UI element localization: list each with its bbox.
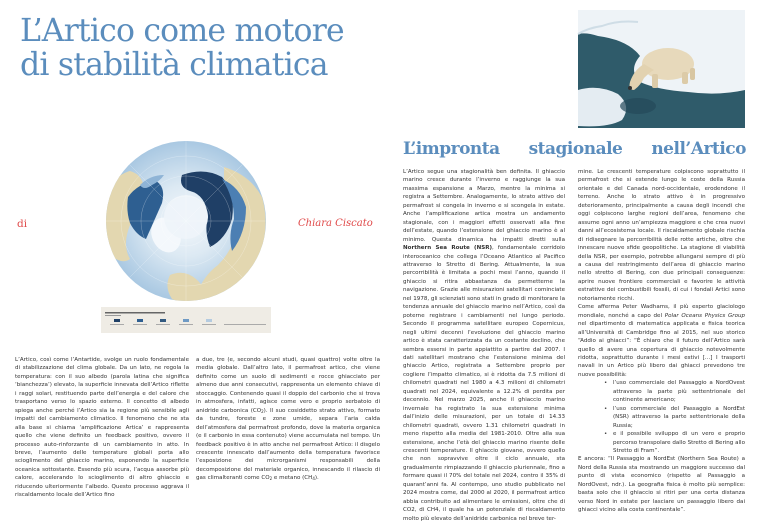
- text-run: Come afferma Peter Wadhams, il più esperto glaciologo mondiale, nonché a capo del: [578, 304, 745, 319]
- subscript: 2: [261, 408, 264, 414]
- text-run: ).: [314, 475, 319, 482]
- body-column-3: [403, 168, 565, 523]
- article-title: [20, 14, 390, 82]
- title-line-1: L’Artico come motore: [20, 13, 344, 49]
- permafrost-map: [100, 135, 272, 335]
- body-column-1: [15, 356, 189, 500]
- map-legend: [101, 307, 271, 333]
- body-column-4: [578, 168, 745, 515]
- section-heading: [403, 138, 746, 160]
- list-item: • l’uso commerciale del Passaggio a NordOvest attraverso la parte più settentrionale del continente americano;: [604, 379, 745, 404]
- section-heading-word-3: nell’Artico: [651, 139, 746, 159]
- list-item: • e il possibile sviluppo di un vero e proprio percorso transpolare dallo Stretto di Bering allo Stretto di Fram”.: [604, 430, 745, 455]
- text-run: a due, tre (e, secondo alcuni studi, quasi quattro) volte oltre la media globale. Dall’altro lato, il permafrost artico, che viene definito come un suolo di sedimenti e rocce ghiacciato per almeno due anni consecutivi, rappresenta un elemento chiave di stoccaggio. Contenendo quasi il doppio del carbonio che si trova in atmosfera, infatti, agisce come vero e proprio serbatoio di anidride carbonica (CO: [196, 357, 380, 414]
- map-graticule: [106, 141, 266, 301]
- legend-swatch-sporadic: [160, 319, 166, 322]
- title-line-2: di stabilità climatica: [20, 47, 328, 83]
- text-run: ). Il suo cosiddetto strato attivo, formato da tundre, foreste e zone umide, separa l’aria calda dell’atmosfera dal permafrost profondo, dove la materia organica (e il carbonio in essa contenuto) viene accumulata nel tempo. Un feedback positivo è in atto anche nel permafrost Artico: il disgelo crescente innescato dall’aumento della temperatura favorisce l’esposizione dei microrganismi responsabili della decomposizione del materiale organico, innescando il rilascio di gas climalteranti come CO: [196, 407, 381, 482]
- nsr-term: Northern Sea Route (NSR): [403, 245, 493, 252]
- body-column-2: [196, 356, 380, 483]
- list-item: • l’uso commerciale del Passaggio a NordEst (NSR) attraverso la parte settentrionale della Russia;: [604, 405, 745, 430]
- body-paragraph: L’Artico, così come l’Antartide, svolge un ruolo fondamentale di stabilizzazione del clima globale. Da un lato, ne regola la temperatura: con il suo albedo (parola latina che significa ‘bianchezza’) elevato, la superficie innevata dell’Artico riflette i raggi solari, restituendo parte dell’energia e del calore che trasportano verso lo spazio esterno. Il concetto di albedo spiega anche perché l’Artico sia la regione più sensibile agli impatti del cambiamento climatico. Il fenomeno che ne sta alla base si chiama ‘amplificazione Artica’ e rappresenta quello che viene definito un feedback positivo, ovvero il processo auto-rinforzante di un cambiamento in atto. In breve, l’aumento delle temperature globali porta allo scioglimento del ghiaccio marino, esponendo la superficie oceanica sottostante. Essendo più scura, l’acqua assorbe più calore, accelerando lo scioglimento di altro ghiaccio e riducendo ulteriormente l’albedo. Questo processo aggrava il riscaldamento locale dell’Artico fino: [15, 357, 189, 499]
- body-paragraph: [196, 356, 380, 483]
- text-run: L’Artico segue una stagionalità ben definita. Il ghiaccio marino cresce durante l’inverno e raggiunge la sua massima espansione a Marzo, mentre la minima si registra a Settembre. Analogamente, lo strato attivo del permafrost si congela in inverno e si scongela in estate. Anche l’amplificazione artica mostra un andamento stagionale, con i maggiori effetti osservati alla fine dell’estate, quando l’estensione del ghiaccio marino è al minimo. Questa dinamica ha impatti diretti sulla: [403, 169, 565, 243]
- legend-swatch-subsea: [206, 319, 212, 322]
- body-paragraph: [403, 168, 565, 523]
- polar-bear-photo: [578, 10, 745, 128]
- possibilities-list: [604, 379, 745, 455]
- subscript: 4: [312, 476, 315, 482]
- legend-swatch-continuous: [114, 319, 120, 322]
- byline-author: Chiara Ciscato: [298, 218, 373, 229]
- group-name: Polar Oceans Physics Group: [664, 312, 746, 319]
- legend-swatch-discontinuous: [137, 319, 143, 322]
- subscript: 2: [269, 476, 273, 482]
- text-run: e metano (CH: [272, 475, 313, 482]
- body-paragraph: [578, 303, 745, 379]
- text-run: nel dipartimento di matematica applicata e fisica teorica all’Università di Cambridge fino al 2015, nel suo storico “Addio ai ghiacci”: “È chiaro che il futuro dell’Artico sarà quello di avere una copertura di ghiaccio notevolmente ridotta, soprattutto durante i mesi estivi [...] I trasporti navali in un Artico più libero dai ghiacci prevedono tre nuove possibilità:: [578, 321, 745, 378]
- legend-swatch-isolated: [183, 319, 189, 322]
- byline-prefix: di: [17, 218, 28, 230]
- body-paragraph: mine. Le crescenti temperature colpiscono soprattutto il permafrost che si estende lungo le coste della Russia orientale e del Canada nord-occidentale, erodendone il terreno. Anche lo strato attivo è in progressivo deterioramento, principalmente a causa degli incendi che oggi colpiscono larghe regioni dell’area, fenomeno che assume ogni anno un’ampiezza maggiore e che crea nuovi danni all’ecosistema locale. Il riscaldamento globale rischia di ridisegnare la percorribilità delle rotte artiche, oltre che innescare nuove sfide geopolitiche. La stagione di viabilità della NSR, per esempio, potrebbe allungarsi sempre di più a causa del restringimento dell’area di ghiaccio marino nello stretto di Bering, con due principali conseguenze: aprire nuove frontiere commerciali e favorire le attività estrattive dei combustibili fossili, di cui i fondali Artici sono notoriamente ricchi.: [578, 169, 745, 302]
- section-heading-word-2: stagionale: [528, 139, 623, 159]
- map-globe: [106, 141, 267, 304]
- text-run: , fondamentale corridoio interoceanico che collega l’Oceano Atlantico al Pacifico attraverso lo Stretto di Bering. Attualmente, la sua percorribilità è limitata a pochi mesi l’anno, quando il ghiaccio si ritira abbastanza da permetterne la navigazione. Grazie alle misurazioni satellitari cominciate nel 1978, gli scienziati sono stati in grado di monitorare la tendenza annuale del ghiaccio marino nell’Artico, così da poterne registrare i cambiamenti nel lungo periodo. Secondo il programma satellitare europeo Copernicus, negli ultimi decenni l’evoluzione del ghiaccio marino artico è stata caratterizzata da un costante declino, che sembra essersi in parte appiattito a partire dal 2007. I dati satellitari mostrano che l’estensione minima del ghiaccio Artico, registrata a Settembre proprio per cogliere l’impatto climatico, si è ridotta da 7.5 milioni di chilometri quadrati nel 1980 a 4.3 milioni di chilometri quadrati nel 2024, equivalente a 12.2% di perdita per decennio. Nel marzo 2025, anche il ghiaccio marino invernale ha registrato la sua estensione minima dall’inizio delle misurazioni, per un totale di 14.33 chilometri quadrati, ovvero 1.31 chilometri quadrati in meno rispetto alla media del 1981-2010. Oltre alla sua estensione, anche l’età del ghiaccio marino risente delle crescenti temperature. Il ghiaccio giovane, ovvero quello che non sopravvive oltre il ciclo annuale, sta gradualmente rimpiazzando il ghiaccio pluriennale, fino a formare quasi il 70% del totale nel 2024, contro il 35% di quarant’anni fa. Al contempo, uno studio pubblicato nel 2024 mostra come, dal 2000 al 2020, il permafrost artico abbia contribuito ad alimentare le emissioni, oltre che di CO2, di CH4, il quale ha un potenziale di riscaldamento molto più elevato dell’anidride carbonica nel breve ter-: [403, 245, 566, 522]
- section-heading-word-1: L’impronta: [403, 139, 500, 159]
- body-paragraph: E ancora: “Il Passaggio a NordEst (Northern Sea Route) a Nord della Russia sta mostrando un maggiore successo dal punto di vista economico (rispetto al Passaggio a NordOvest, ndr.). La geografia fisica è molto più semplice: basta solo che il ghiaccio si ritiri per una certa distanza verso Nord in estate per lasciare un passaggio libero dai ghiacci vicino alla costa continentale”.: [578, 456, 745, 514]
